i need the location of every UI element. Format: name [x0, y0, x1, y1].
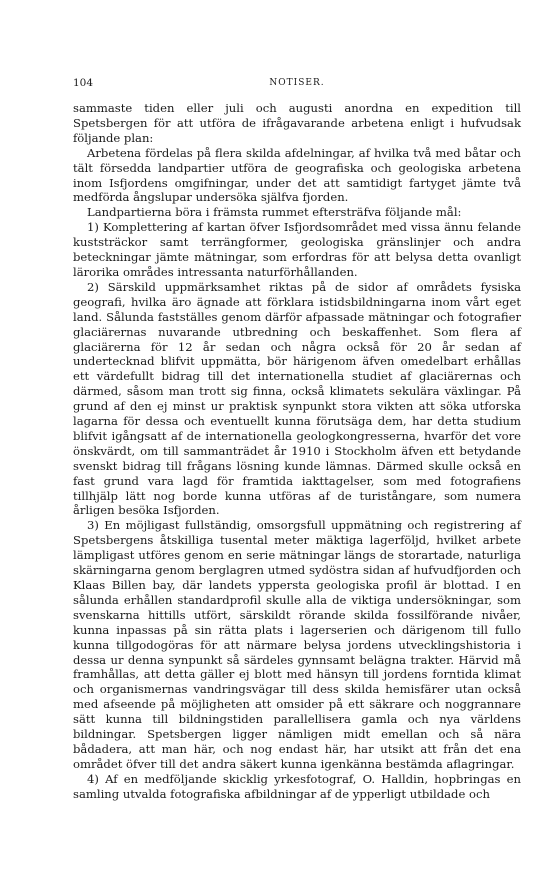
page-number: 104 — [73, 77, 94, 89]
paragraph-item-2: 2) Särskild uppmärksamhet riktas på de sidor af områdets fysiska geografi, hvilka äro ägnade att förklara istidsbildningarna inom vårt eget land. Sålunda fastställes genom därför afpassade mätningar och fotografier glaciärernas nuvarande utbredning och beskaffenhet. Som flera af glaciärerna för 12 år sedan och några också för 20 år sedan af undertecknad blifvit uppmätta, bör härigenom äfven omedelbart erhållas ett värdefullt bidrag till det internationella studiet af glaciärernas och därmed, såsom man trott sig finna, också klimatets sekulära växlingar. På grund af den ej minst ur praktisk synpunkt stora vikten att söka utforska lagarna för dessa och eventuellt kunna förutsäga dem, har detta studium blifvit igångsatt af de internationella geologkongresserna, hvarför det vore önskvärdt, om till sammanträdet år 1910 i Stockholm äfven ett betydande svenskt bidrag till frågans lösning kunde lämnas. Därmed skulle också en fast grund vara lagd för framtida iakttagelser, som med fotografiens tillhjälp lätt nog borde kunna utföras af de turistångare, som numera årligen besöka Isfjorden. — [73, 279, 521, 518]
paragraph-goals-intro: Landpartierna böra i främsta rummet eftersträfva följande mål: — [87, 205, 462, 220]
running-title: NOTISER. — [269, 78, 325, 88]
paragraph-continuation: sammaste tiden eller juli och augusti anordna en expedition till Spetsbergen för att utföra de ifrågavarande arbetena enligt i hufvudsak följande plan: — [73, 101, 521, 145]
paragraph-work-plan: Arbetena fördelas på flera skilda afdelningar, af hvilka två med båtar och tält försedda landpartier utföra de geografiska och geologiska arbetena inom Isfjordens omgifningar, under det att samtidigt fartyget jämte två medförda ångslupar undersöka själfva fjorden. — [73, 145, 521, 205]
paragraph-item-1: 1) Komplettering af kartan öfver Isfjordsområdet med vissa ännu felande kuststräckor samt terrängformer, geologiska gränslinjer och andra beteckningar jämte mätningar, som erfordras för att belysa detta ovanligt lärorika områdes intressanta naturförhållanden. — [73, 220, 521, 279]
body-text — [73, 101, 521, 802]
page-header — [73, 76, 521, 90]
paragraph-item-3: 3) En möjligast fullständig, omsorgsfull uppmätning och registrering af Spetsbergens åtskilliga tusental meter mäktiga lagerföljd, hvilket arbete lämpligast utföres genom en serie mätningar längs de storartade, naturliga skärningarna genom berglagren utmed sydöstra sidan af hufvudfjorden och Klaas Billen bay, där landets yppersta geologiska profil är blottad. I en sålunda erhållen standardprofil skulle alla de viktiga undersökningar, som svenskarna hittills utfört, särskildt rörande skilda fossilförande nivåer, kunna inpassas på sin rätta plats i lagerserien och därigenom till fullo kunna tillgodogöras för att närmare belysa jordens utvecklingshistoria i dessa ur denna synpunkt så särdeles gynnsamt belägna trakter. Härvid må framhållas, att detta gäller ej blott med hänsyn till jordens forntida klimat och organismernas vandringsvägar till dess skilda hemisfärer utan också med afseende på möjligheten att omsider på ett säkrare och noggrannare sätt kunna till bildningstiden parallellisera gamla och nya världens bildningar. Spetsbergen ligger nämligen midt emellan och så nära bådadera, att man här, och nog endast här, har utsikt att från det ena området öfver till det andra säkert kunna igenkänna bestämda aflagringar. — [73, 518, 521, 771]
paragraph-item-4: 4) Af en medföljande skicklig yrkesfotograf, O. Halldin, hopbringas en samling utvalda fotografiska afbildningar af de ypperligt utbildade och — [73, 771, 521, 801]
